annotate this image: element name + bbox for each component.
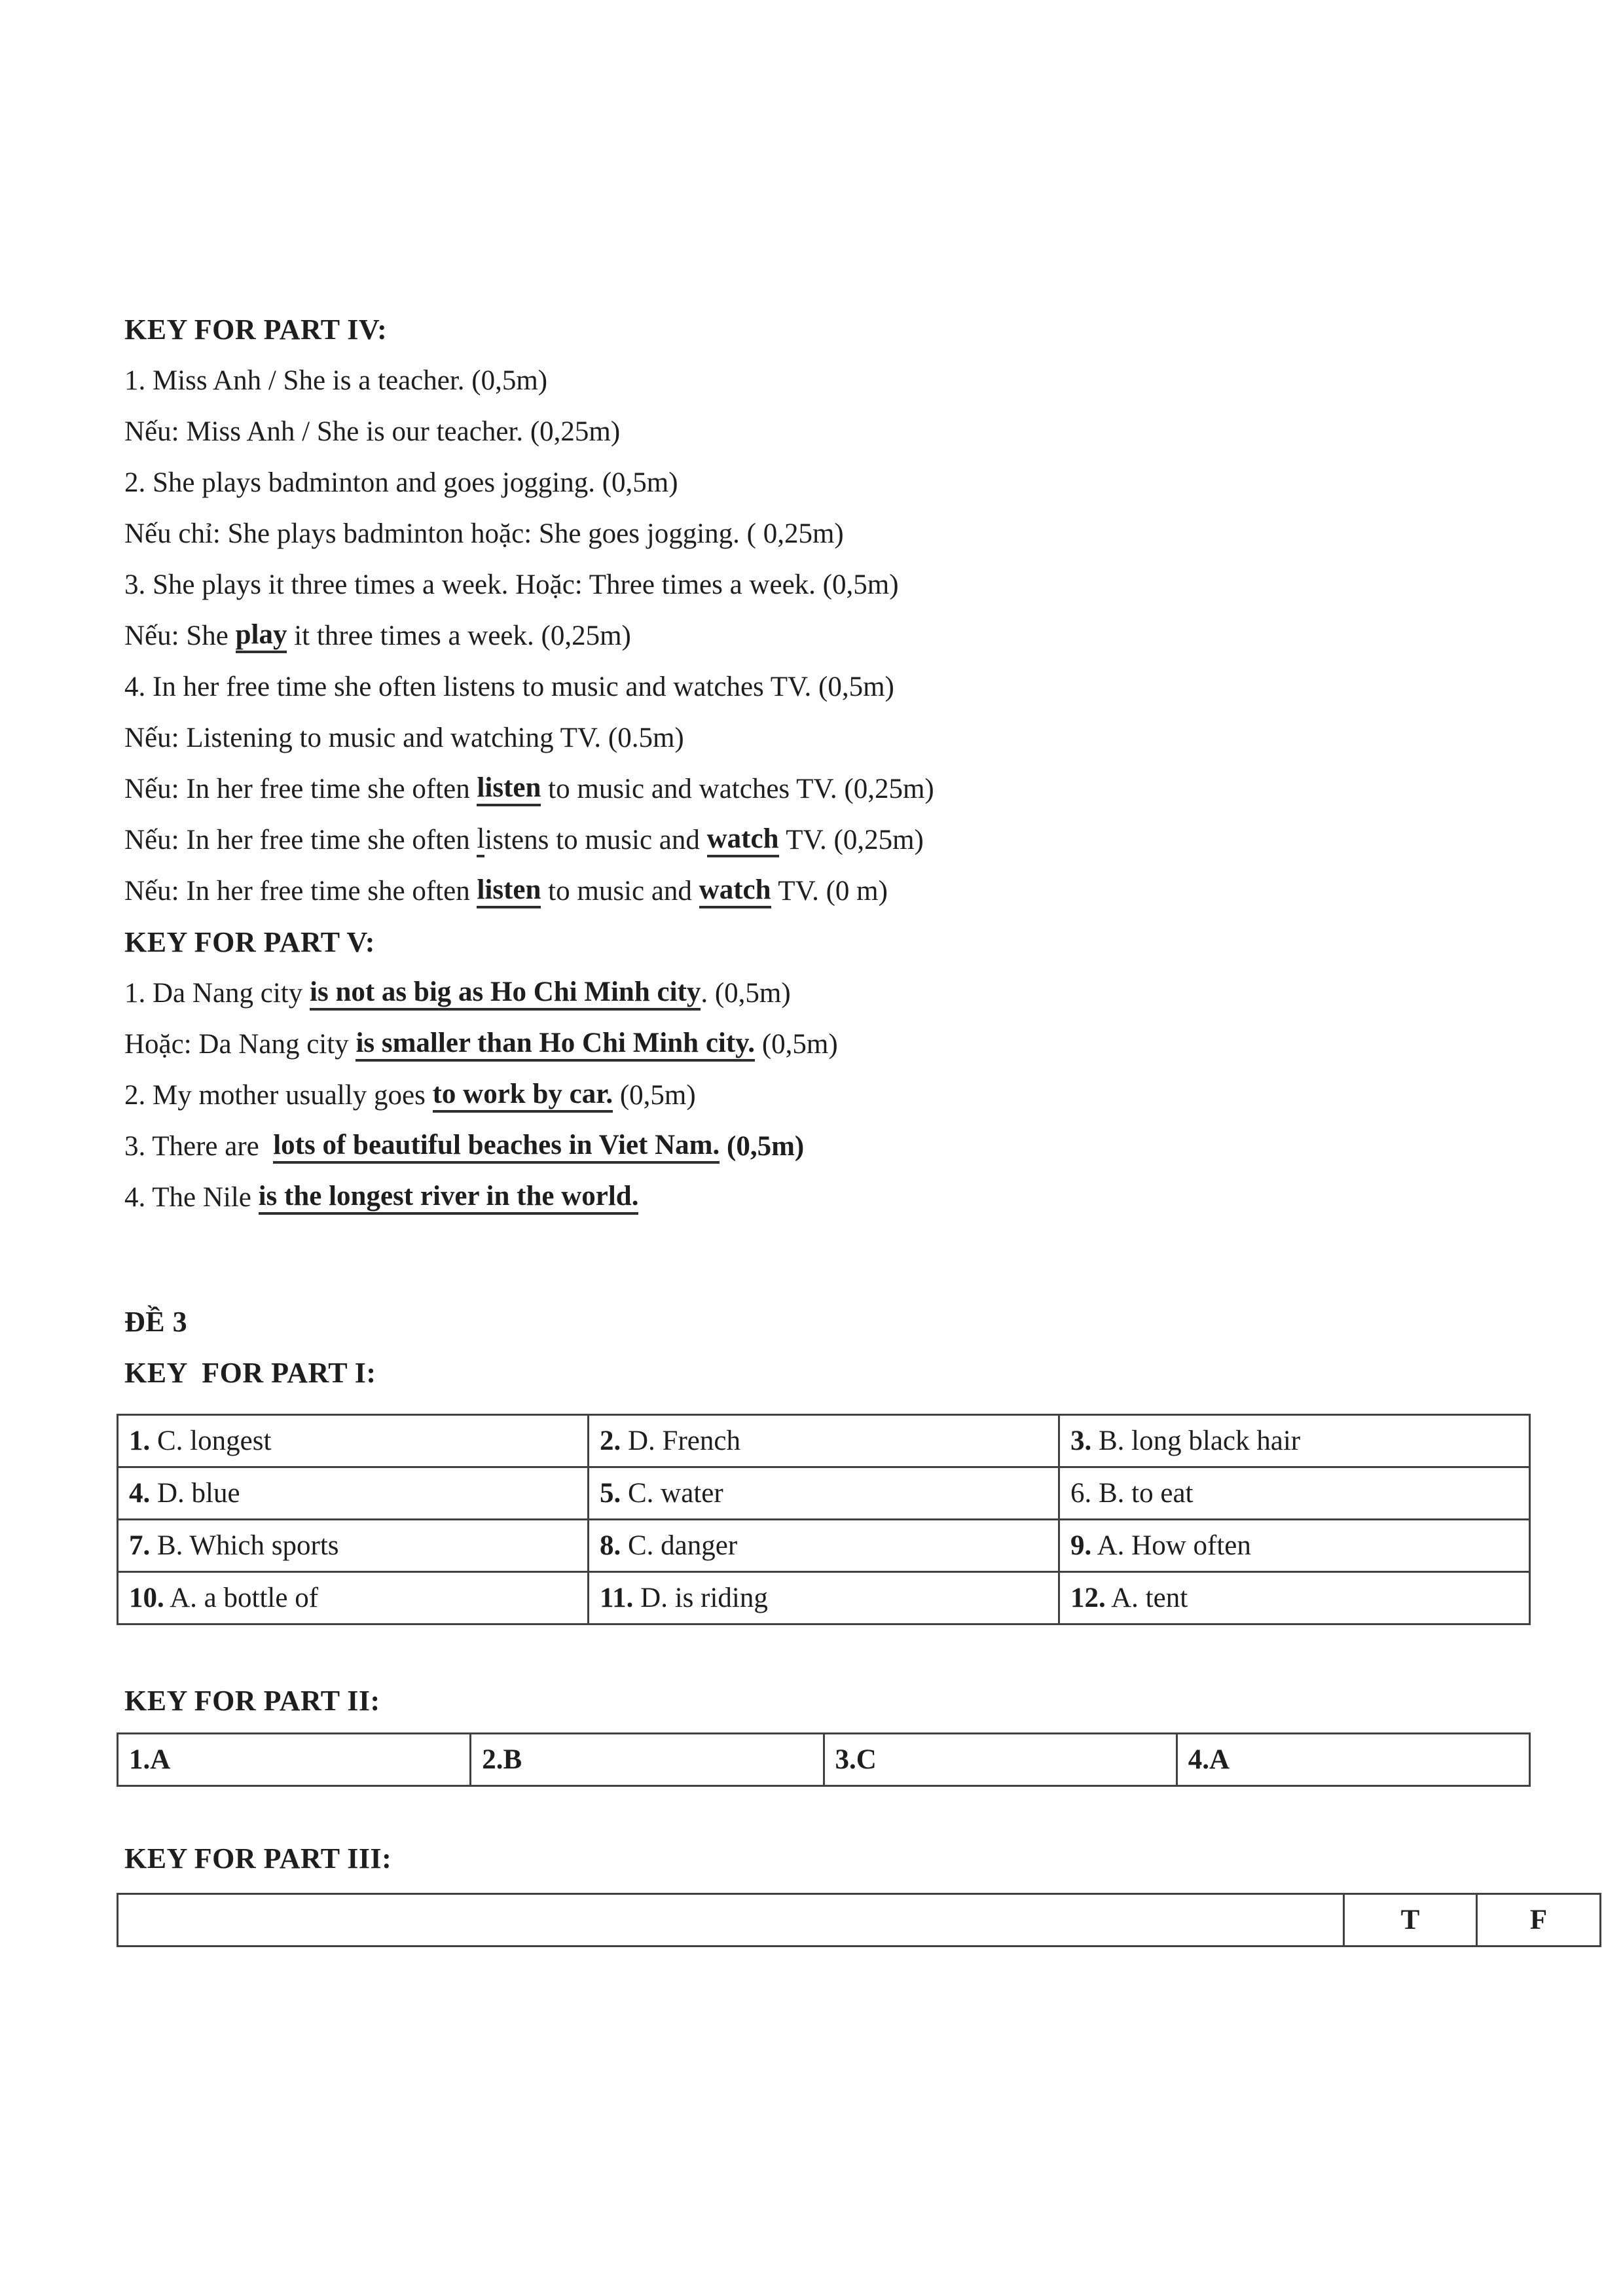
answer-text: Nếu: In her free time she often	[124, 875, 477, 906]
answer-line	[124, 1018, 1538, 1069]
answer-emphasis-text: is not as big as Ho Chi Minh city	[310, 976, 701, 1011]
answer-cell: 8. C. danger	[589, 1520, 1059, 1572]
false-column-header: F	[1477, 1894, 1601, 1946]
answer-cell: 10. A. a bottle of	[118, 1572, 589, 1624]
answer-cell: 3. B. long black hair	[1059, 1415, 1530, 1467]
answer-text: istens to music and	[484, 824, 707, 855]
answer-line	[124, 712, 1538, 763]
answer-emphasis-text: listen	[477, 874, 541, 908]
answer-line	[124, 763, 1538, 814]
section-gap	[124, 1625, 1538, 1675]
answer-text: 4. The Nile	[124, 1181, 259, 1213]
answer-line	[124, 865, 1538, 916]
answer-text: Nếu: Miss Anh / She is our teacher. (0,25m)	[124, 416, 621, 447]
answer-cell: 6. B. to eat	[1059, 1467, 1530, 1520]
part3-answer-table	[117, 1893, 1601, 1947]
answer-cell: 3.C	[824, 1734, 1176, 1786]
answer-cell: 7. B. Which sports	[118, 1520, 589, 1572]
answer-text: Nếu: In her free time she often	[124, 773, 477, 804]
table-row	[118, 1415, 1530, 1467]
answer-line	[124, 1069, 1538, 1121]
answer-text: . (0,5m)	[701, 977, 791, 1009]
answer-emphasis-text: lots of beautiful beaches in Viet Nam.	[273, 1129, 720, 1164]
answer-text: 4. In her free time she often listens to music and watches TV. (0,5m)	[124, 671, 894, 702]
answer-text: it three times a week. (0,25m)	[287, 620, 631, 651]
answer-emphasis-text: is the longest river in the world.	[259, 1180, 639, 1215]
part1-answer-table	[117, 1414, 1531, 1625]
answer-line	[124, 1121, 1538, 1172]
answer-emphasis-text: l	[477, 823, 484, 857]
table-row	[118, 1520, 1530, 1572]
answer-text	[720, 1130, 727, 1162]
answer-line	[124, 661, 1538, 712]
answer-text: Nếu: In her free time she often	[124, 824, 477, 855]
answer-cell: 1. C. longest	[118, 1415, 589, 1467]
answer-emphasis-text: (0,5m)	[727, 1130, 805, 1162]
answer-line	[124, 1172, 1538, 1223]
answer-text: to music and watches TV. (0,25m)	[541, 773, 934, 804]
answer-text: Nếu chỉ: She plays badminton hoặc: She goes jogging. ( 0,25m)	[124, 518, 844, 549]
part2-heading: KEY FOR PART II:	[124, 1684, 380, 1717]
answer-cell: 4. D. blue	[118, 1467, 589, 1520]
answer-text: TV. (0,25m)	[778, 824, 924, 855]
answer-number: 1.	[129, 1426, 151, 1456]
exam-number-label: ĐỀ 3	[124, 1305, 188, 1338]
section-gap	[124, 1787, 1538, 1833]
answer-number: 6.	[1070, 1478, 1092, 1509]
answer-number: 10.	[129, 1583, 164, 1613]
answer-line	[124, 559, 1538, 610]
answer-line	[124, 967, 1538, 1018]
table-row	[118, 1467, 1530, 1520]
answer-number: 12.	[1070, 1583, 1106, 1613]
table-row	[118, 1734, 1530, 1786]
answer-text: 3. She plays it three times a week. Hoặc: Three times a week. (0,5m)	[124, 569, 899, 600]
answer-cell: 1.A	[118, 1734, 471, 1786]
table-row	[118, 1572, 1530, 1624]
answer-line	[124, 610, 1538, 661]
answer-text: 1. Da Nang city	[124, 977, 310, 1009]
answer-number: 9.	[1070, 1530, 1092, 1561]
table-row	[118, 1894, 1601, 1946]
answer-text: 3. There are	[124, 1130, 274, 1162]
answer-cell: 2.B	[471, 1734, 824, 1786]
answer-text: 2. She plays badminton and goes jogging. (0,5m)	[124, 467, 678, 498]
answer-cell: 12. A. tent	[1059, 1572, 1530, 1624]
part1-heading: KEY FOR PART I:	[124, 1356, 376, 1389]
answer-line	[124, 814, 1538, 865]
part3-heading: KEY FOR PART III:	[124, 1842, 392, 1874]
answer-line	[124, 355, 1538, 406]
answer-text: (0,5m)	[755, 1028, 838, 1060]
answer-text: Hoặc: Da Nang city	[124, 1028, 356, 1060]
answer-text: 1. Miss Anh / She is a teacher. (0,5m)	[124, 365, 548, 396]
answer-emphasis-text: to work by car.	[433, 1078, 613, 1113]
answer-line	[124, 457, 1538, 508]
section-gap	[124, 1223, 1538, 1296]
part2-answer-table	[117, 1732, 1531, 1787]
answer-cell: 5. C. water	[589, 1467, 1059, 1520]
answer-emphasis-text: play	[236, 619, 287, 653]
answer-number: 7.	[129, 1530, 151, 1561]
answer-cell: 2. D. French	[589, 1415, 1059, 1467]
answer-number: 11.	[600, 1583, 634, 1613]
answer-cell: 11. D. is riding	[589, 1572, 1059, 1624]
answer-emphasis-text: listen	[477, 772, 541, 806]
answer-line	[124, 406, 1538, 457]
answer-text: to music and	[541, 875, 699, 906]
part5-answer-lines	[124, 967, 1538, 1223]
part4-heading: KEY FOR PART IV:	[124, 313, 388, 346]
answer-cell: 9. A. How often	[1059, 1520, 1530, 1572]
answer-emphasis-text: watch	[707, 823, 779, 857]
answer-text: 2. My mother usually goes	[124, 1079, 433, 1111]
answer-emphasis-text: is smaller than Ho Chi Minh city.	[356, 1027, 755, 1062]
answer-text: Nếu: Listening to music and watching TV. (0.5m)	[124, 722, 684, 753]
answer-number: 4.	[129, 1478, 151, 1509]
answer-text: TV. (0 m)	[771, 875, 888, 906]
answer-text: (0,5m)	[613, 1079, 696, 1111]
answer-number: 2.	[600, 1426, 621, 1456]
answer-cell: 4.A	[1176, 1734, 1529, 1786]
answer-emphasis-text: watch	[699, 874, 771, 908]
answer-number: 8.	[600, 1530, 621, 1561]
true-column-header: T	[1344, 1894, 1477, 1946]
statement-cell	[118, 1894, 1344, 1946]
document-content	[124, 304, 1548, 1947]
part5-heading: KEY FOR PART V:	[124, 925, 375, 958]
answer-line	[124, 508, 1538, 559]
answer-text: Nếu: She	[124, 620, 236, 651]
part4-answer-lines	[124, 355, 1538, 916]
answer-number: 3.	[1070, 1426, 1092, 1456]
answer-number: 5.	[600, 1478, 621, 1509]
